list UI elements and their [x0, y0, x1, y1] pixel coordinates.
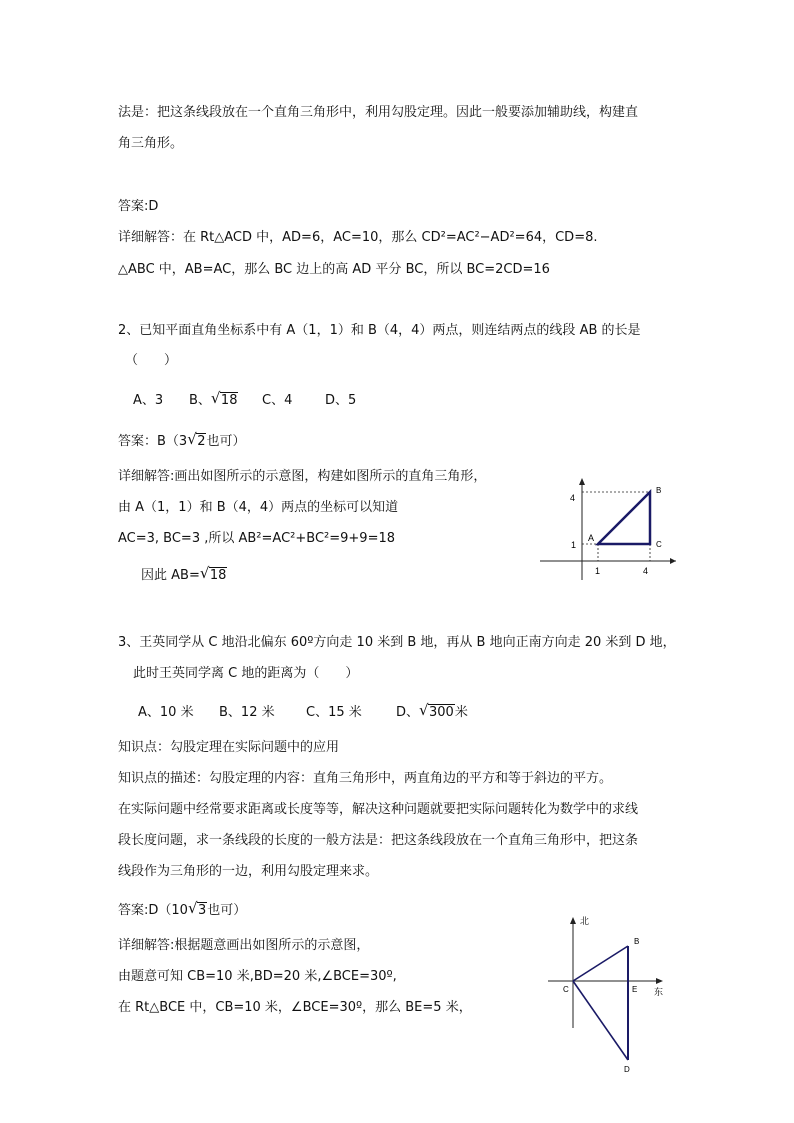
north-arrow: [570, 917, 576, 924]
east-arrow: [656, 978, 663, 984]
coordinate-triangle-figure: [536, 476, 680, 584]
q3-option-c: C、15 米: [306, 705, 362, 720]
point-c-label: C: [563, 985, 569, 994]
q2-answer: [118, 430, 246, 451]
q2-detail3: AC=3, BC=3 ,所以 AB²=AC²+BC²=9+9=18: [118, 531, 395, 546]
q3-detail3: 在 Rt△BCE 中，CB=10 米，∠BCE=30º，那么 BE=5 米，: [118, 1000, 472, 1015]
sqrt-symbol: √ 2: [187, 430, 206, 449]
sqrt-symbol: √ 18: [199, 564, 227, 583]
q2-option-d: D、5: [325, 393, 357, 408]
q2-detail4-radicand: 18: [209, 568, 227, 583]
q3-stem1: 3、王英同学从 C 地沿北偏东 60º方向走 10 米到 B 地，再从 B 地向正南方向走 20 米到 D 地，: [118, 635, 676, 650]
q2-option-c: C、4: [262, 393, 293, 408]
q3-option-d-suffix: 米: [454, 705, 468, 720]
tick-x4: 4: [643, 566, 649, 576]
q2-detail4: [141, 564, 227, 585]
q2-detail2: 由 A（1，1）和 B（4，4）两点的坐标可以知道: [118, 500, 399, 515]
tick-y4: 4: [570, 493, 576, 503]
q3-text3: 线段作为三角形的一边，利用勾股定理来求。: [118, 864, 379, 879]
q3-stem2: 此时王英同学离 C 地的距离为（ ）: [133, 666, 359, 681]
y-axis-arrow: [579, 478, 585, 485]
line-cb: [573, 946, 628, 981]
q2-option-b-prefix: B、: [189, 393, 211, 408]
q3-option-b: B、12 米: [219, 705, 275, 720]
point-b-label: B: [634, 937, 640, 946]
sqrt-symbol: √ 300: [419, 701, 454, 720]
point-c-label: C: [656, 540, 662, 549]
q3-option-d-radicand: 300: [429, 705, 454, 720]
q1-detail1: 详细解答：在 Rt△ACD 中，AD=6，AC=10，那么 CD²=AC²−AD²=64，CD=8.: [118, 230, 598, 245]
q3-text1: 在实际问题中经常要求距离或长度等等，解决这种问题就要把实际问题转化为数学中的求线: [118, 802, 639, 817]
direction-diagram-figure: [544, 910, 674, 1076]
para1-line1: 法是：把这条线段放在一个直角三角形中，利用勾股定理。因此一般要添加辅助线，构建直: [118, 105, 639, 120]
q3-option-d: [396, 701, 468, 722]
east-label: 东: [654, 987, 664, 997]
tick-y1: 1: [571, 540, 577, 550]
sqrt-symbol: √ 18: [210, 389, 238, 408]
north-label: 北: [580, 916, 590, 926]
q2-option-a: A、3: [133, 393, 164, 408]
q1-answer: 答案:D: [118, 199, 159, 214]
q3-knowledge-description: 知识点的描述：勾股定理的内容：直角三角形中，两直角边的平方和等于斜边的平方。: [118, 771, 613, 786]
para1-line2: 角三角形。: [118, 136, 184, 151]
q2-stem1: 2、已知平面直角坐标系中有 A（1，1）和 B（4，4）两点，则连结两点的线段 AB 的长是: [118, 323, 641, 338]
point-b-label: B: [656, 486, 662, 495]
q2-option-b-radicand: 18: [220, 393, 238, 408]
q3-detail1: 详细解答:根据题意画出如图所示的示意图，: [118, 938, 370, 953]
triangle-abc: [598, 492, 650, 544]
q2-detail1: 详细解答:画出如图所示的示意图，构建如图所示的直角三角形，: [118, 469, 487, 484]
q3-answer: [118, 899, 247, 920]
sqrt-symbol: √ 3: [187, 899, 207, 918]
q3-answer-prefix: 答案:D（10: [118, 903, 188, 918]
q3-detail2: 由题意可知 CB=10 米,BD=20 米,∠BCE=30º,: [118, 969, 397, 984]
q3-knowledge-point: 知识点：勾股定理在实际问题中的应用: [118, 740, 340, 755]
q3-option-a: A、10 米: [138, 705, 194, 720]
point-e-label: E: [632, 985, 638, 994]
q2-answer-prefix: 答案：B（3: [118, 434, 188, 449]
point-d-label: D: [624, 1065, 630, 1074]
x-axis-arrow: [670, 558, 676, 564]
q2-stem2: （ ）: [125, 353, 178, 368]
q2-option-b: [189, 389, 238, 410]
q3-answer-suffix: 也可）: [207, 903, 247, 918]
line-cd: [573, 981, 628, 1060]
point-a-label: A: [588, 533, 595, 543]
q3-answer-radicand: 3: [197, 903, 207, 918]
q3-option-d-prefix: D、: [396, 705, 420, 720]
q3-text2: 段长度问题，求一条线段的长度的一般方法是：把这条线段放在一个直角三角形中，把这条: [118, 833, 639, 848]
q2-answer-suffix: 也可）: [206, 434, 246, 449]
q2-detail4-prefix: 因此 AB=: [141, 568, 200, 583]
q1-detail2: △ABC 中，AB=AC，那么 BC 边上的高 AD 平分 BC，所以 BC=2CD=16: [118, 262, 550, 277]
q2-answer-radicand: 2: [197, 434, 206, 449]
tick-x1: 1: [595, 566, 601, 576]
